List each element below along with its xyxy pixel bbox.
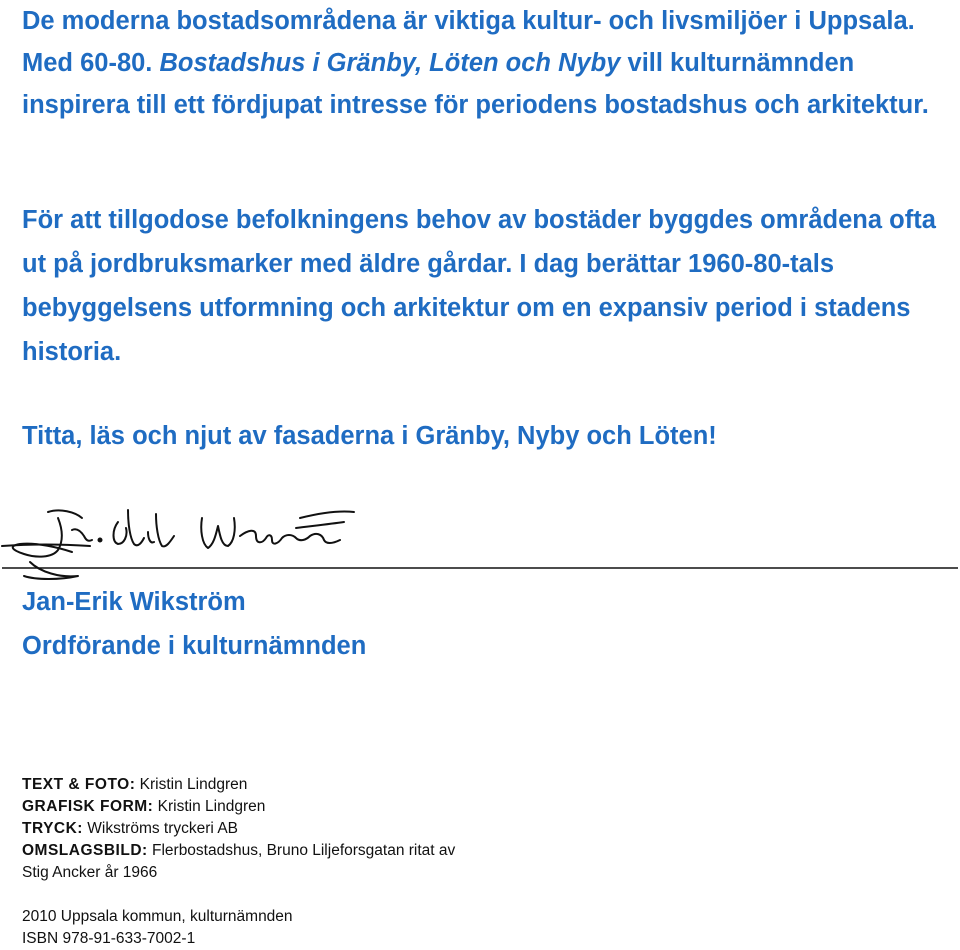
credit-label: GRAFISK FORM: <box>22 798 154 815</box>
credit-row <box>22 796 455 818</box>
credit-value: Kristin Lindgren <box>153 798 266 815</box>
intro-text-after: vill kulturnämnden inspirera till ett fördjupat intresse för periodens bostadshus och arkitektur. <box>22 49 929 119</box>
signature-image <box>0 500 960 590</box>
credit-value: Kristin Lindgren <box>135 776 248 793</box>
credit-label: OMSLAGSBILD: <box>22 842 148 859</box>
body-paragraph: För att tillgodose befolkningens behov av bostäder byggdes områdena ofta ut på jordbruksmarker med äldre gårdar. I dag berättar 1960-80-tals bebyggelsens utformning och arkitektur om en expansiv period i stadens historia. <box>22 206 936 366</box>
call-to-action: Titta, läs och njut av fasaderna i Gränby, Nyby och Löten! <box>22 422 717 450</box>
credit-row <box>22 818 455 840</box>
signer-name: Jan-Erik Wikström <box>22 588 246 616</box>
credit-value: Flerbostadshus, Bruno Liljeforsgatan ritat av <box>147 842 456 859</box>
credit-row <box>22 840 455 862</box>
credit-row <box>22 774 455 796</box>
copyright-block <box>22 906 293 950</box>
credits-block <box>22 774 455 884</box>
credit-label: TEXT & FOTO: <box>22 776 136 793</box>
credit-row-continued: Stig Ancker år 1966 <box>22 864 158 881</box>
isbn-text: ISBN 978-91-633-7002-1 <box>22 930 196 947</box>
intro-text: De moderna bostadsområdena är viktiga kultur- och livsmiljöer i Uppsala. Med 60-80. <box>22 7 915 77</box>
intro-paragraph <box>22 0 942 126</box>
signer-block <box>22 580 366 668</box>
credit-value: Wikströms tryckeri AB <box>82 820 238 837</box>
signer-title: Ordförande i kulturnämnden <box>22 632 367 660</box>
copyright-text: 2010 Uppsala kommun, kulturnämnden <box>22 908 293 925</box>
credit-label: TRYCK: <box>22 820 83 837</box>
publication-title: Bostadshus i Gränby, Löten och Nyby <box>159 49 621 77</box>
